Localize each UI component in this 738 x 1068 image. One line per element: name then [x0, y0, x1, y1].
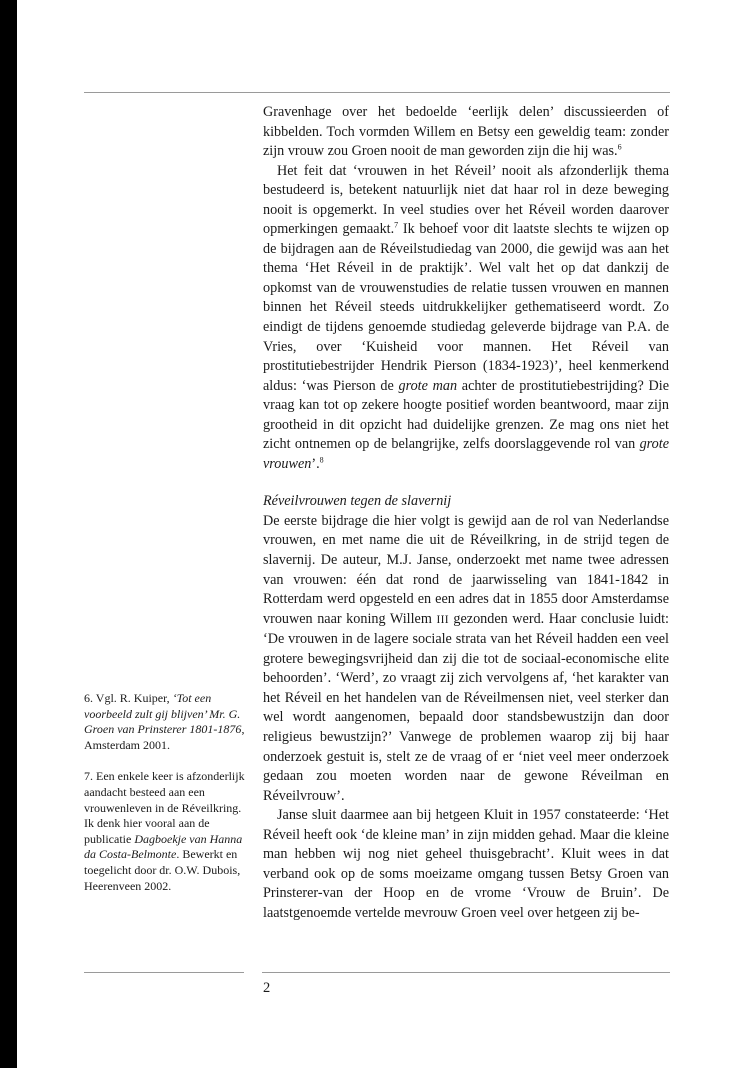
footer-rule-left [84, 972, 244, 973]
paragraph-2 [263, 162, 669, 475]
paragraph-3-text-b: gezonden werd. Haar conclusie luidt: ‘De vrouwen in de lagere sociale strata van het Réveil hadden een veel grotere bewegingsvrijheid dan zij die tot de sociaal-economische elite behoorden’. ‘Werd’, zo vraagt zij zich vervolgens af, ‘het karakter van het Réveil en het handelen van de Réveilmensen niet, veel sterker dan wel wordt aangenomen, bepaald door standsbewustzijn dan door religieus bewustzijn?’ Vanwege de problemen waarop zij bij haar onderzoek gestuit is, stelt ze de vraag of er ‘niet veel meer onderzoek gedaan zou moeten worden naar de gewone Réveilman en Réveilvrouw’. [263, 610, 669, 804]
note-7 [84, 769, 249, 894]
italic-grote-vrouwen: grote vrouwen [263, 436, 669, 472]
page-number: 2 [263, 980, 271, 996]
note-7-text-a: 7. Een enkele keer is afzonderlijk aandacht besteed aan een vrouwenleven in de Réveilkring. Ik denk hier vooral aan de publicatie [84, 769, 245, 846]
paragraph-3 [263, 512, 669, 806]
note-6-text-b: , Amsterdam 2001. [84, 722, 245, 752]
paragraph-2-text-d: ’. [311, 455, 320, 472]
side-notes [84, 691, 249, 910]
paragraph-3-text-a: De eerste bijdrage die hier volgt is gewijd aan de rol van Nederlandse vrouwen, en met name die uit de Réveilkring, in de strijd tegen de slavernij. De auteur, M.J. Janse, onderzoekt met name twee adressen van vrouwen: één dat rond de jaarwisseling van 1841-1842 in Rotterdam werd opgesteld en een adres dat in 1855 door Amsterdamse vrouwen naar koning Willem [263, 512, 669, 627]
top-rule [84, 92, 670, 93]
note-6-italic: ‘Tot een voorbeeld zult gij blijven’ Mr. G. Groen van Prinsterer 1801-1876 [84, 691, 242, 737]
italic-grote-man: grote man [398, 377, 458, 394]
roman-numeral: III [436, 613, 449, 626]
note-7-text-b: . Bewerkt en toegelicht door dr. O.W. Dubois, Heerenveen 2002. [84, 847, 241, 893]
main-text-column [263, 103, 669, 923]
binding-edge [0, 0, 17, 1068]
paragraph-1 [263, 103, 669, 162]
footnote-ref-6: 6 [617, 142, 622, 152]
paragraph-2-text-a: Het feit dat ‘vrouwen in het Réveil’ nooit als afzonderlijk thema bestudeerd is, betekent natuurlijk niet dat haar rol in deze beweging nooit is opgemerkt. In veel studies over het Réveil worden daarover opmerkingen gemaakt. [263, 162, 669, 238]
section-heading: Réveilvrouwen tegen de slavernij [263, 493, 452, 510]
paragraph-2-text-c: achter de prostitutiebestrijding? Die vraag kan tot op zekere hoogte positief worden beantwoord, maar zijn grootheid in dit opzicht had duidelijke grenzen. Ze mag ons niet het zicht ontnemen op de belangrijke, zelfs doorslaggevende rol van [263, 377, 669, 453]
paragraph-1-text: Gravenhage over het bedoelde ‘eerlijk delen’ discussieerden of kibbelden. Toch vormden Willem en Betsy een geweldig team: zonder zijn vrouw zou Groen nooit de man geworden zijn die hij was. [263, 104, 669, 160]
note-7-italic: Dagboekje van Hanna da Costa-Belmonte [84, 831, 243, 862]
footnote-ref-8: 8 [319, 455, 324, 465]
note-6-text-a: 6. Vgl. R. Kuiper, [84, 691, 173, 705]
footnote-ref-7: 7 [394, 220, 399, 230]
paragraph-4: Janse sluit daarmee aan bij hetgeen Kluit in 1957 constateerde: ‘Het Réveil heeft ook ‘de kleine man’ in zijn midden gehad. Maar die kleine man hebben wij nog niet geheel thuisgebracht’. Kluit wees in dat verband ook op de soms moeizame omgang tussen Betsy Groen van Prinsterer-van der Hoop en de vrome ‘Vrouw de Bruin’. De laatstgenoemde vertelde mevrouw Groen veel over hetgeen zij be- [263, 807, 669, 921]
note-6 [84, 691, 249, 753]
paragraph-2-text-b: Ik behoef voor dit laatste slechts te wijzen op de bijdragen aan de Réveilstudiedag van 2000, die gewijd was aan het thema ‘Het Réveil in de praktijk’. Wel valt het op dat dankzij de opkomst van de vrouwenstudies de relatie tussen vrouwen en mannen binnen het Réveil steeds uitdrukkelijker gethematiseerd wordt. Zo eindigt de tijdens genoemde studiedag geleverde bijdrage van P.A. de Vries, over ‘Kuisheid voor mannen. Het Réveil van prostitutiebestrijder Hendrik Pierson (1834-1923)’, heel kenmerkend aldus: ‘was Pierson de [263, 221, 669, 394]
footer-rule-right [262, 972, 670, 973]
